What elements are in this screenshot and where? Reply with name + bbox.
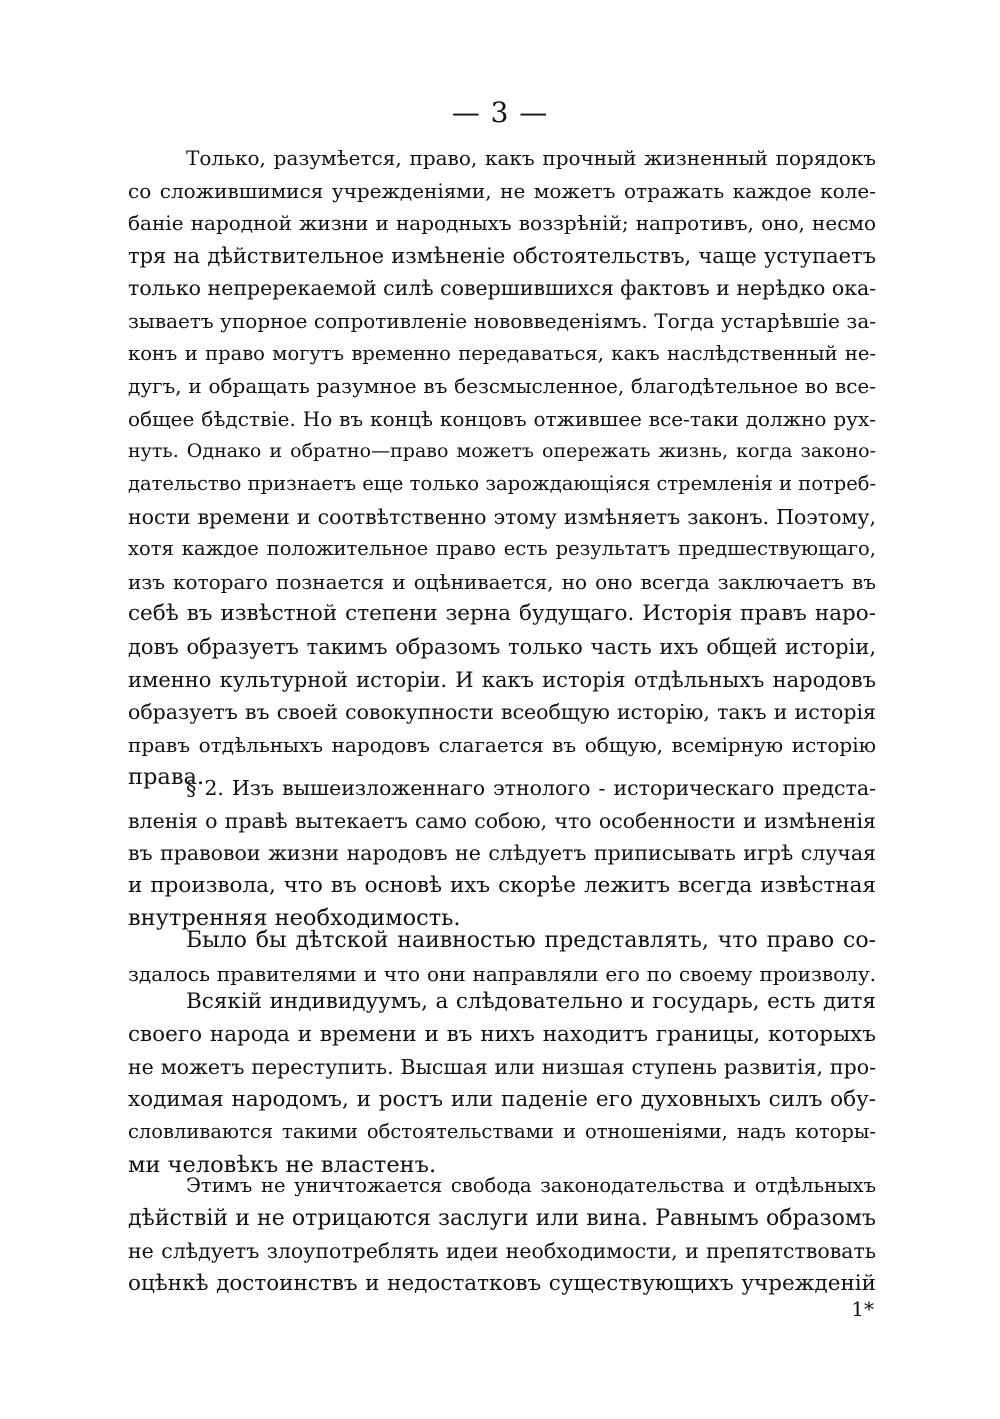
text-line: изъ котораго познается и оцѣнивается, но оно всегда заключаетъ въ (128, 569, 876, 594)
text-line: себѣ въ извѣстной степени зерна будущаго. Исторія правъ наро- (128, 601, 876, 627)
text-line: своего народа и времени и въ нихъ находитъ границы, которыхъ (128, 1021, 876, 1047)
text-line: не слѣдуетъ злоупотреблять идеи необходимости, и препятствовать (128, 1239, 876, 1264)
page-number: — 3 — (451, 96, 549, 129)
text-line: дѣйствій и не отрицаются заслуги или вина. Равнымъ образомъ (128, 1205, 876, 1231)
paragraph-5 (128, 1170, 876, 1300)
text-line: зываетъ упорное сопротивленіе нововведеніямъ. Тогда устарѣвшіе за- (128, 308, 876, 333)
text-line: баніе народной жизни и народныхъ воззрѣній; напротивъ, оно, несмо (128, 211, 876, 236)
text-line: въ правовои жизни народовъ не слѣдуетъ приписывать игрѣ случая (128, 841, 876, 866)
text-line: и произвола, что въ основѣ ихъ скорѣе лежитъ всегда извѣстная (128, 872, 876, 898)
text-line: со сложившимися учрежденіями, не можетъ отражать каждое коле- (128, 178, 876, 203)
text-line: Этимъ не уничтожается свобода законодательства и отдѣльныхъ (186, 1174, 876, 1197)
text-line: дательство признаетъ еще только зарождающіяся стремленія и потреб- (128, 471, 876, 495)
text-line: § 2. Изъ вышеизложеннаго этнолого - историческаго предста- (186, 776, 876, 800)
text-line: правъ отдѣльныхъ народовъ слагается въ общую, всемірную исторію (128, 732, 876, 757)
paragraph-3 (128, 925, 876, 990)
text-line: вленія о правѣ вытекаетъ само собою, что особенности и измѣненія (128, 808, 876, 833)
paragraph-2 (128, 772, 876, 935)
text-line: словливаются такими обстоятельствами и отношеніями, надъ которы- (128, 1120, 876, 1144)
text-line: ми человѣкъ не властенъ. (128, 1151, 437, 1178)
text-line: довъ образуетъ такимъ образомъ только часть ихъ общей исторіи, (128, 634, 876, 659)
text-line: именно культурной исторіи. И какъ исторія отдѣльныхъ народовъ (128, 667, 876, 692)
text-line: нуть. Однако и обратно—право можетъ опережать жизнь, когда законо- (128, 440, 876, 463)
text-line: Только, разумѣется, право, какъ прочный жизненный порядокъ (186, 146, 876, 170)
paragraph-1 (128, 142, 876, 794)
text-line: ности времени и соотвѣтственно этому измѣняетъ законъ. Поэтому, (128, 504, 876, 529)
text-line: хотя каждое положительное право есть результатъ предшествующаго, (128, 537, 876, 561)
text-line: образуетъ въ своей совокупности всеобщую исторію, такъ и исторія (128, 700, 876, 725)
text-line: общее бѣдствіе. Но въ концѣ концовъ отжившее все-таки должно рух- (128, 406, 876, 431)
text-line: Было бы дѣтской наивностью представлять, что право со- (186, 928, 876, 953)
text-line: не можетъ переступить. Высшая или низшая ступень развитія, про- (128, 1055, 876, 1080)
text-line: дугъ, и обращать разумное въ безсмысленное, благодѣтельное во все- (128, 374, 876, 399)
text-line: права. (128, 764, 205, 791)
paragraph-4 (128, 986, 876, 1182)
text-line: здалось правителями и что они направляли его по своему произволу. (128, 961, 876, 986)
text-line: тря на дѣйствительное измѣненіе обстоятельствъ, чаще уступаетъ (128, 243, 876, 268)
text-line: оцѣнкѣ достоинствъ и недостатковъ существующихъ учрежденій (128, 1270, 876, 1296)
text-line: Всякій индивидуумъ, а слѣдовательно и государь, есть дитя (186, 989, 876, 1014)
text-line: конъ и право могутъ временно передаваться, какъ наслѣдственный не- (128, 341, 876, 365)
text-line: только непререкаемой силѣ совершившихся фактовъ и нерѣдко ока- (128, 276, 876, 301)
signature-mark: 1* (851, 1297, 874, 1321)
text-line: ходимая народомъ, и ростъ или паденіе его духовныхъ силъ обу- (128, 1086, 876, 1112)
text-line: внутренняя необходимость. (128, 905, 461, 932)
